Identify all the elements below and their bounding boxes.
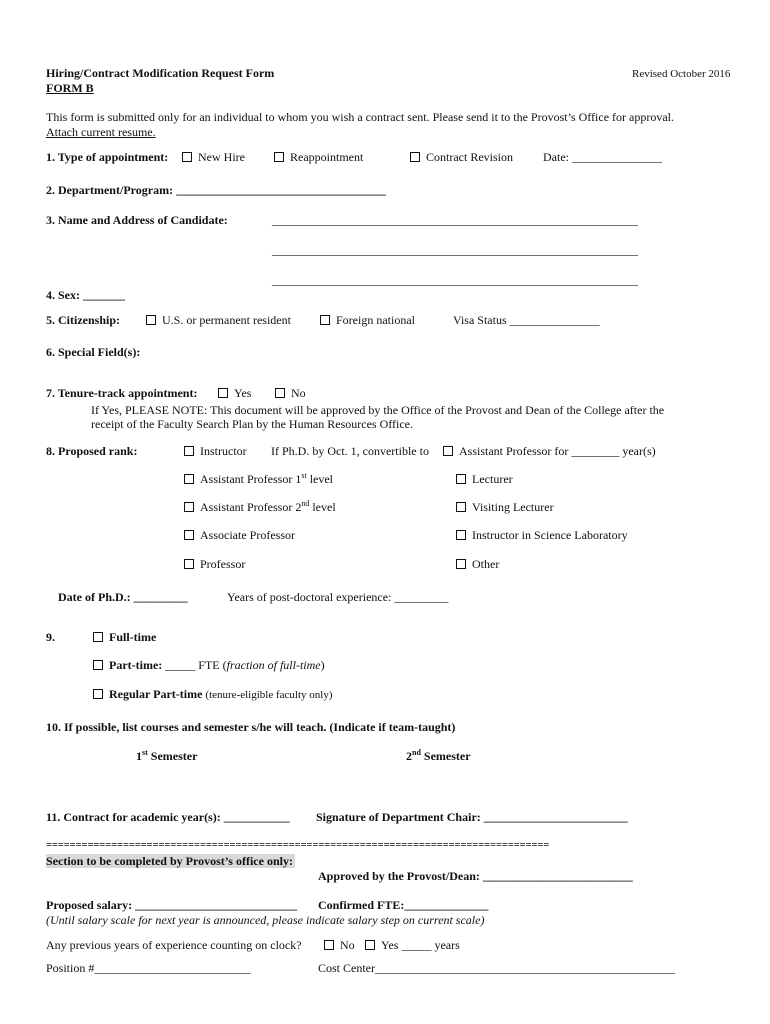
- visa-status-field[interactable]: Visa Status _______________: [453, 313, 600, 327]
- semester-2-heading: [406, 749, 471, 763]
- checkbox-icon[interactable]: [184, 474, 194, 484]
- semester-1-heading: [136, 749, 197, 763]
- date-field[interactable]: Date: _______________: [543, 150, 662, 164]
- provost-section-label: Section to be completed by Provost’s office only:: [46, 854, 293, 868]
- form-title: Hiring/Contract Modification Request Form: [46, 66, 275, 80]
- opt-lecturer[interactable]: [456, 472, 513, 486]
- checkbox-icon[interactable]: [274, 152, 284, 162]
- asst1-label: Assistant Professor 1: [200, 472, 302, 486]
- opt-prev-no-label: No: [340, 938, 355, 952]
- opt-regular-part-time-label: Regular Part-time: [109, 687, 203, 701]
- checkbox-icon[interactable]: [456, 474, 466, 484]
- section-divider: =====================================================================================: [46, 840, 550, 851]
- tenure-note-line-1: If Yes, PLEASE NOTE: This document will be approved by the Office of the Provost and Dean of the College after the: [91, 403, 665, 417]
- checkbox-icon[interactable]: [93, 689, 103, 699]
- q8-label: 8. Proposed rank:: [46, 444, 138, 458]
- checkbox-icon[interactable]: [320, 315, 330, 325]
- sem1-word: Semester: [147, 749, 198, 763]
- checkbox-icon[interactable]: [184, 446, 194, 456]
- opt-assistant-for-years-label: Assistant Professor for ________ year(s): [459, 444, 656, 458]
- q10-label: 10. If possible, list courses and semester s/he will teach. (Indicate if team-taught): [46, 720, 456, 734]
- checkbox-icon[interactable]: [456, 559, 466, 569]
- sem1-num: 1: [136, 749, 142, 763]
- opt-regular-part-time[interactable]: [93, 687, 332, 702]
- opt-professor[interactable]: [184, 557, 245, 571]
- sex-field[interactable]: 4. Sex: _______: [46, 288, 125, 302]
- checkbox-icon[interactable]: [184, 530, 194, 540]
- intro-text: This form is submitted only for an individual to whom you wish a contract sent. Please send it to the Provost’s Office for approval.: [46, 110, 675, 124]
- sem2-sup: nd: [412, 748, 421, 757]
- opt-contract-revision[interactable]: [410, 150, 513, 164]
- opt-tenure-no[interactable]: [275, 386, 306, 400]
- q3-label: 3. Name and Address of Candidate:: [46, 213, 228, 227]
- approved-by-field[interactable]: Approved by the Provost/Dean: _________________________: [318, 869, 633, 883]
- opt-full-time-label: Full-time: [109, 630, 157, 644]
- postdoc-years-field[interactable]: Years of post-doctoral experience: _________: [227, 590, 449, 604]
- checkbox-icon[interactable]: [365, 940, 375, 950]
- q5-label: 5. Citizenship:: [46, 313, 121, 327]
- opt-part-time-label: Part-time:: [109, 658, 163, 672]
- checkbox-icon[interactable]: [456, 502, 466, 512]
- opt-visiting-label: Visiting Lecturer: [472, 500, 554, 514]
- q1-label: 1. Type of appointment:: [46, 150, 169, 164]
- cost-center-field[interactable]: Cost Center__________________________________________________: [318, 961, 675, 975]
- checkbox-icon[interactable]: [443, 446, 453, 456]
- checkbox-icon[interactable]: [218, 388, 228, 398]
- attach-resume-note: Attach current resume.: [46, 125, 156, 139]
- previous-years-label: Any previous years of experience counting on clock?: [46, 938, 302, 952]
- phd-date-field[interactable]: Date of Ph.D.: _________: [58, 590, 188, 604]
- academic-year-field[interactable]: 11. Contract for academic year(s): ___________: [46, 810, 290, 824]
- opt-foreign-label: Foreign national: [336, 313, 415, 327]
- opt-instructor-sci-label: Instructor in Science Laboratory: [472, 528, 628, 542]
- checkbox-icon[interactable]: [275, 388, 285, 398]
- checkbox-icon[interactable]: [456, 530, 466, 540]
- proposed-salary-field[interactable]: Proposed salary: ___________________________: [46, 898, 298, 912]
- tenure-note-line-2: receipt of the Faculty Search Plan by the Human Resources Office.: [91, 417, 414, 431]
- opt-contract-revision-label: Contract Revision: [426, 150, 513, 164]
- opt-other[interactable]: [456, 557, 499, 571]
- opt-instructor-science-lab[interactable]: [456, 528, 628, 542]
- opt-prev-no[interactable]: [324, 938, 355, 952]
- form-subtitle: FORM B: [46, 81, 94, 95]
- sem1-sup: st: [142, 748, 148, 757]
- special-fields-label: 6. Special Field(s):: [46, 345, 141, 359]
- opt-associate-label: Associate Professor: [200, 528, 295, 542]
- checkbox-icon[interactable]: [146, 315, 156, 325]
- candidate-line-1[interactable]: _____________________________________________________________: [272, 213, 638, 227]
- opt-instructor[interactable]: [184, 444, 247, 458]
- regular-part-time-note: (tenure-eligible faculty only): [205, 689, 333, 701]
- opt-new-hire-label: New Hire: [198, 150, 245, 164]
- candidate-line-2[interactable]: _____________________________________________________________: [272, 243, 638, 257]
- checkbox-icon[interactable]: [93, 632, 103, 642]
- checkbox-icon[interactable]: [184, 559, 194, 569]
- checkbox-icon[interactable]: [324, 940, 334, 950]
- checkbox-icon[interactable]: [410, 152, 420, 162]
- salary-scale-note: (Until salary scale for next year is announced, please indicate salary step on current scale): [46, 913, 485, 927]
- convertible-note: If Ph.D. by Oct. 1, convertible to: [271, 444, 429, 458]
- q9-label: 9.: [46, 630, 55, 644]
- opt-new-hire[interactable]: [182, 150, 245, 164]
- q7-label: 7. Tenure-track appointment:: [46, 386, 198, 400]
- asst2-sup: nd: [301, 499, 310, 508]
- checkbox-icon[interactable]: [182, 152, 192, 162]
- opt-prev-yes[interactable]: [365, 938, 460, 952]
- opt-foreign-national[interactable]: [320, 313, 415, 327]
- opt-reappointment-label: Reappointment: [290, 150, 364, 164]
- sem2-num: 2: [406, 749, 412, 763]
- confirmed-fte-field[interactable]: Confirmed FTE:______________: [318, 898, 489, 912]
- opt-assistant-1st[interactable]: [184, 472, 333, 486]
- opt-associate-professor[interactable]: [184, 528, 295, 542]
- fte-blank[interactable]: _____ FTE (: [162, 658, 227, 672]
- opt-tenure-yes-label: Yes: [234, 386, 252, 400]
- opt-us-resident[interactable]: [146, 313, 291, 327]
- sem2-word: Semester: [420, 749, 471, 763]
- opt-tenure-no-label: No: [291, 386, 306, 400]
- fte-close: ): [320, 658, 325, 672]
- opt-professor-label: Professor: [200, 557, 246, 571]
- opt-assistant-for-years[interactable]: [443, 444, 656, 458]
- position-number-field[interactable]: Position #__________________________: [46, 961, 251, 975]
- opt-lecturer-label: Lecturer: [472, 472, 513, 486]
- fte-note: fraction of full-time: [226, 658, 321, 672]
- chair-signature-field[interactable]: Signature of Department Chair: ________________________: [316, 810, 628, 824]
- asst2-level: level: [309, 500, 336, 514]
- opt-reappointment[interactable]: [274, 150, 363, 164]
- opt-tenure-yes[interactable]: [218, 386, 251, 400]
- asst1-sup: st: [301, 471, 307, 480]
- checkbox-icon[interactable]: [93, 660, 103, 670]
- opt-full-time[interactable]: [93, 630, 156, 644]
- revised-date: Revised October 2016: [632, 68, 731, 80]
- opt-part-time[interactable]: [93, 658, 325, 672]
- opt-assistant-2nd[interactable]: [184, 500, 336, 514]
- opt-other-label: Other: [472, 557, 500, 571]
- asst2-label: Assistant Professor 2: [200, 500, 302, 514]
- department-field[interactable]: 2. Department/Program: ___________________________________: [46, 183, 387, 197]
- opt-instructor-label: Instructor: [200, 444, 247, 458]
- opt-prev-yes-label: Yes _____ years: [381, 938, 460, 952]
- checkbox-icon[interactable]: [184, 502, 194, 512]
- candidate-line-3[interactable]: _____________________________________________________________: [272, 273, 638, 287]
- asst1-level: level: [306, 472, 334, 486]
- opt-visiting-lecturer[interactable]: [456, 500, 554, 514]
- opt-us-label: U.S. or permanent resident: [162, 313, 291, 327]
